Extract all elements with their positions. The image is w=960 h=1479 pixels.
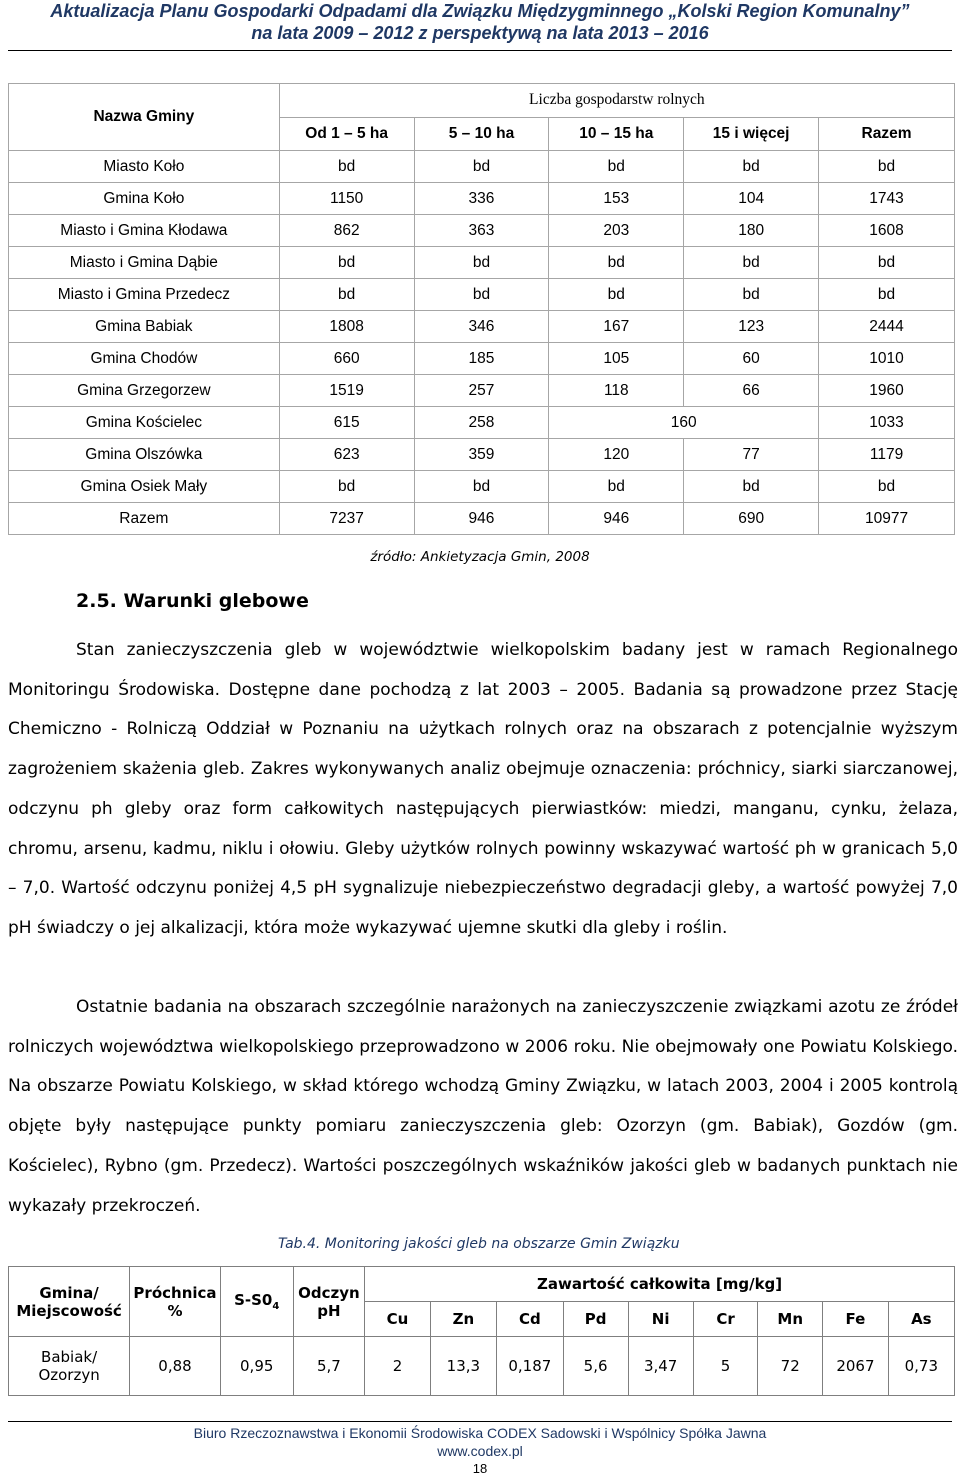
col-header-prochnica: Próchnica % bbox=[130, 1267, 221, 1337]
table-cell: 0,95 bbox=[220, 1337, 293, 1396]
table-cell: 2067 bbox=[823, 1337, 889, 1396]
col-group-zawartosc: Zawartość całkowita [mg/kg] bbox=[365, 1267, 955, 1302]
farms-table bbox=[8, 83, 955, 535]
table-cell: 623 bbox=[279, 439, 414, 471]
col-header-element: Cr bbox=[693, 1302, 757, 1337]
table-cell: 5,7 bbox=[293, 1337, 365, 1396]
table-cell: 3,47 bbox=[628, 1337, 693, 1396]
header-title-line1: Aktualizacja Planu Gospodarki Odpadami dla Związku Międzygminnego „Kolski Region Komunalny” bbox=[50, 1, 910, 21]
table-cell: bd bbox=[414, 279, 549, 311]
table-cell: bd bbox=[279, 279, 414, 311]
table-cell: 185 bbox=[414, 343, 549, 375]
table-cell: 660 bbox=[279, 343, 414, 375]
table-row bbox=[9, 375, 955, 407]
row-label: Miasto Koło bbox=[9, 151, 280, 183]
table-cell: bd bbox=[549, 471, 684, 503]
table-cell: 1179 bbox=[819, 439, 955, 471]
table-cell: 66 bbox=[684, 375, 819, 407]
table-cell: 359 bbox=[414, 439, 549, 471]
table-cell: 118 bbox=[549, 375, 684, 407]
row-label: Gmina Chodów bbox=[9, 343, 280, 375]
table-cell: 1808 bbox=[279, 311, 414, 343]
table-cell: 160 bbox=[549, 407, 819, 439]
table-cell: 336 bbox=[414, 183, 549, 215]
table-cell: 1960 bbox=[819, 375, 955, 407]
table-cell: bd bbox=[819, 279, 955, 311]
table-cell: 346 bbox=[414, 311, 549, 343]
col-group-header: Liczba gospodarstw rolnych bbox=[279, 84, 954, 118]
table-cell: 1033 bbox=[819, 407, 955, 439]
col-header-odczyn: Odczyn pH bbox=[293, 1267, 365, 1337]
col-header-1-5: Od 1 – 5 ha bbox=[279, 117, 414, 151]
table-cell: bd bbox=[414, 247, 549, 279]
table-cell: bd bbox=[414, 151, 549, 183]
table-cell: bd bbox=[279, 151, 414, 183]
table-cell: 690 bbox=[684, 503, 819, 535]
table-cell: 1743 bbox=[819, 183, 955, 215]
table-row bbox=[9, 1337, 955, 1396]
table-cell: 1010 bbox=[819, 343, 955, 375]
table-cell: 363 bbox=[414, 215, 549, 247]
col-header-10-15: 10 – 15 ha bbox=[549, 117, 684, 151]
table-cell: 862 bbox=[279, 215, 414, 247]
table-row bbox=[9, 503, 955, 535]
s-so4-subscript: 4 bbox=[272, 1301, 280, 1312]
table-cell: 2 bbox=[365, 1337, 431, 1396]
table-cell: 0,73 bbox=[888, 1337, 954, 1396]
table-cell: 1150 bbox=[279, 183, 414, 215]
table-cell: 946 bbox=[414, 503, 549, 535]
col-header-s-so4 bbox=[220, 1267, 293, 1337]
table-cell: 0,88 bbox=[130, 1337, 221, 1396]
row-label: Gmina Babiak bbox=[9, 311, 280, 343]
col-header-element: Cd bbox=[496, 1302, 563, 1337]
table-row bbox=[9, 215, 955, 247]
table-cell: 258 bbox=[414, 407, 549, 439]
table-cell: 5,6 bbox=[563, 1337, 628, 1396]
table-cell: 120 bbox=[549, 439, 684, 471]
col-header-gmina: Nazwa Gminy bbox=[9, 84, 280, 151]
table-row bbox=[9, 343, 955, 375]
table-cell: 615 bbox=[279, 407, 414, 439]
table-row bbox=[9, 247, 955, 279]
table-cell: 0,187 bbox=[496, 1337, 563, 1396]
table-cell: bd bbox=[279, 247, 414, 279]
row-label: Gmina Grzegorzew bbox=[9, 375, 280, 407]
table-cell: 167 bbox=[549, 311, 684, 343]
col-header-element: Fe bbox=[823, 1302, 889, 1337]
col-header-element: Cu bbox=[365, 1302, 431, 1337]
table-cell: 72 bbox=[758, 1337, 823, 1396]
page-number: 18 bbox=[472, 1461, 488, 1476]
header-title-line2: na lata 2009 – 2012 z perspektywą na lata 2013 – 2016 bbox=[251, 23, 709, 43]
col-header-element: Mn bbox=[758, 1302, 823, 1337]
table-caption: Tab.4. Monitoring jakości gleb na obszarze Gmin Związku bbox=[278, 1236, 680, 1252]
row-label: Babiak/ Ozorzyn bbox=[9, 1337, 130, 1396]
table-cell: bd bbox=[819, 247, 955, 279]
table-row bbox=[9, 183, 955, 215]
row-label: Razem bbox=[9, 503, 280, 535]
table-cell: 2444 bbox=[819, 311, 955, 343]
soil-monitoring-table bbox=[8, 1266, 955, 1396]
table-cell: 1519 bbox=[279, 375, 414, 407]
header-divider bbox=[8, 50, 952, 51]
table-cell: bd bbox=[684, 247, 819, 279]
table-cell: 257 bbox=[414, 375, 549, 407]
footer-divider bbox=[8, 1421, 952, 1422]
table-cell: bd bbox=[684, 471, 819, 503]
table-row bbox=[9, 471, 955, 503]
table-cell: bd bbox=[819, 151, 955, 183]
table-cell: 60 bbox=[684, 343, 819, 375]
table-cell: 105 bbox=[549, 343, 684, 375]
table-cell: 1608 bbox=[819, 215, 955, 247]
table-cell: 153 bbox=[549, 183, 684, 215]
col-header-element: As bbox=[888, 1302, 954, 1337]
table-row bbox=[9, 439, 955, 471]
paragraph-2: Ostatnie badania na obszarach szczególnie narażonych na zanieczyszczenie związkami azotu ze źródeł rolniczych województwa wielkopolskiego przeprowadzono w 2006 roku. Nie obejmowały one Powiatu Kolskiego. Na obszarze Powiatu Kolskiego, w skład którego wchodzą Gminy Związku, w latach 2003, 2004 i 2005 kontrolą objęte były następujące punkty pomiaru zanieczyszczenia gleb: Ozorzyn (gm. Babiak), Gozdów (gm. Kościelec), Rybno (gm. Przedecz). Wartości poszczególnych wskaźników jakości gleb w badanych punktach nie wykazały przekroczeń. bbox=[8, 997, 958, 1216]
table-cell: 13,3 bbox=[430, 1337, 496, 1396]
table-cell: bd bbox=[684, 279, 819, 311]
col-header-element: Zn bbox=[430, 1302, 496, 1337]
row-label: Gmina Koło bbox=[9, 183, 280, 215]
table-cell: 5 bbox=[693, 1337, 757, 1396]
table-row bbox=[9, 407, 955, 439]
col-header-15-plus: 15 i więcej bbox=[684, 117, 819, 151]
s-so4-label: S-S0 bbox=[234, 1291, 273, 1309]
table-cell: bd bbox=[414, 471, 549, 503]
table-cell: bd bbox=[279, 471, 414, 503]
footer-company: Biuro Rzeczoznawstwa i Ekonomii Środowiska CODEX Sadowski i Wspólnicy Spółka Jawna bbox=[193, 1425, 767, 1441]
table-row bbox=[9, 151, 955, 183]
table-cell: bd bbox=[819, 471, 955, 503]
table-cell: bd bbox=[549, 151, 684, 183]
table-cell: 104 bbox=[684, 183, 819, 215]
row-label: Miasto i Gmina Przedecz bbox=[9, 279, 280, 311]
table-cell: bd bbox=[549, 279, 684, 311]
table-cell: bd bbox=[684, 151, 819, 183]
col-header-gmina-miejscowosc: Gmina/ Miejscowość bbox=[9, 1267, 130, 1337]
col-header-element: Ni bbox=[628, 1302, 693, 1337]
table-cell: 10977 bbox=[819, 503, 955, 535]
col-header-element: Pd bbox=[563, 1302, 628, 1337]
section-title: 2.5. Warunki glebowe bbox=[76, 590, 309, 612]
table-cell: 123 bbox=[684, 311, 819, 343]
table-cell: bd bbox=[549, 247, 684, 279]
row-label: Miasto i Gmina Dąbie bbox=[9, 247, 280, 279]
table-cell: 180 bbox=[684, 215, 819, 247]
col-header-razem: Razem bbox=[819, 117, 955, 151]
footer-link[interactable]: www.codex.pl bbox=[437, 1443, 523, 1459]
table-row bbox=[9, 279, 955, 311]
table-source: źródło: Ankietyzacja Gmin, 2008 bbox=[370, 549, 590, 565]
row-label: Miasto i Gmina Kłodawa bbox=[9, 215, 280, 247]
row-label: Gmina Osiek Mały bbox=[9, 471, 280, 503]
col-header-5-10: 5 – 10 ha bbox=[414, 117, 549, 151]
table-cell: 77 bbox=[684, 439, 819, 471]
table-cell: 7237 bbox=[279, 503, 414, 535]
table-cell: 203 bbox=[549, 215, 684, 247]
row-label: Gmina Kościelec bbox=[9, 407, 280, 439]
paragraph-1: Stan zanieczyszczenia gleb w województwie wielkopolskim badany jest w ramach Regionalnego Monitoringu Środowiska. Dostępne dane pochodzą z lat 2003 – 2005. Badania są prowadzone przez Stację Chemiczno - Rolniczą Oddział w Poznaniu na użytkach rolnych oraz na obszarach z potencjalnie wyższym zagrożeniem skażenia gleb. Zakres wykonywanych analiz obejmuje oznaczenia: próchnicy, siarki siarczanowej, odczynu ph gleby oraz form całkowitych następujących pierwiastków: miedzi, manganu, cynku, żelaza, chromu, arsenu, kadmu, niklu i ołowiu. Gleby użytków rolnych powinny wskazywać wartość ph w granicach 5,0 – 7,0. Wartość odczynu poniżej 4,5 pH sygnalizuje niebezpieczeństwo degradacji gleby, a wartość powyżej 7,0 pH świadczy o jej alkalizacji, która może wykazywać ujemne skutki dla gleby i roślin. bbox=[8, 640, 958, 938]
row-label: Gmina Olszówka bbox=[9, 439, 280, 471]
table-row bbox=[9, 311, 955, 343]
table-cell: 946 bbox=[549, 503, 684, 535]
